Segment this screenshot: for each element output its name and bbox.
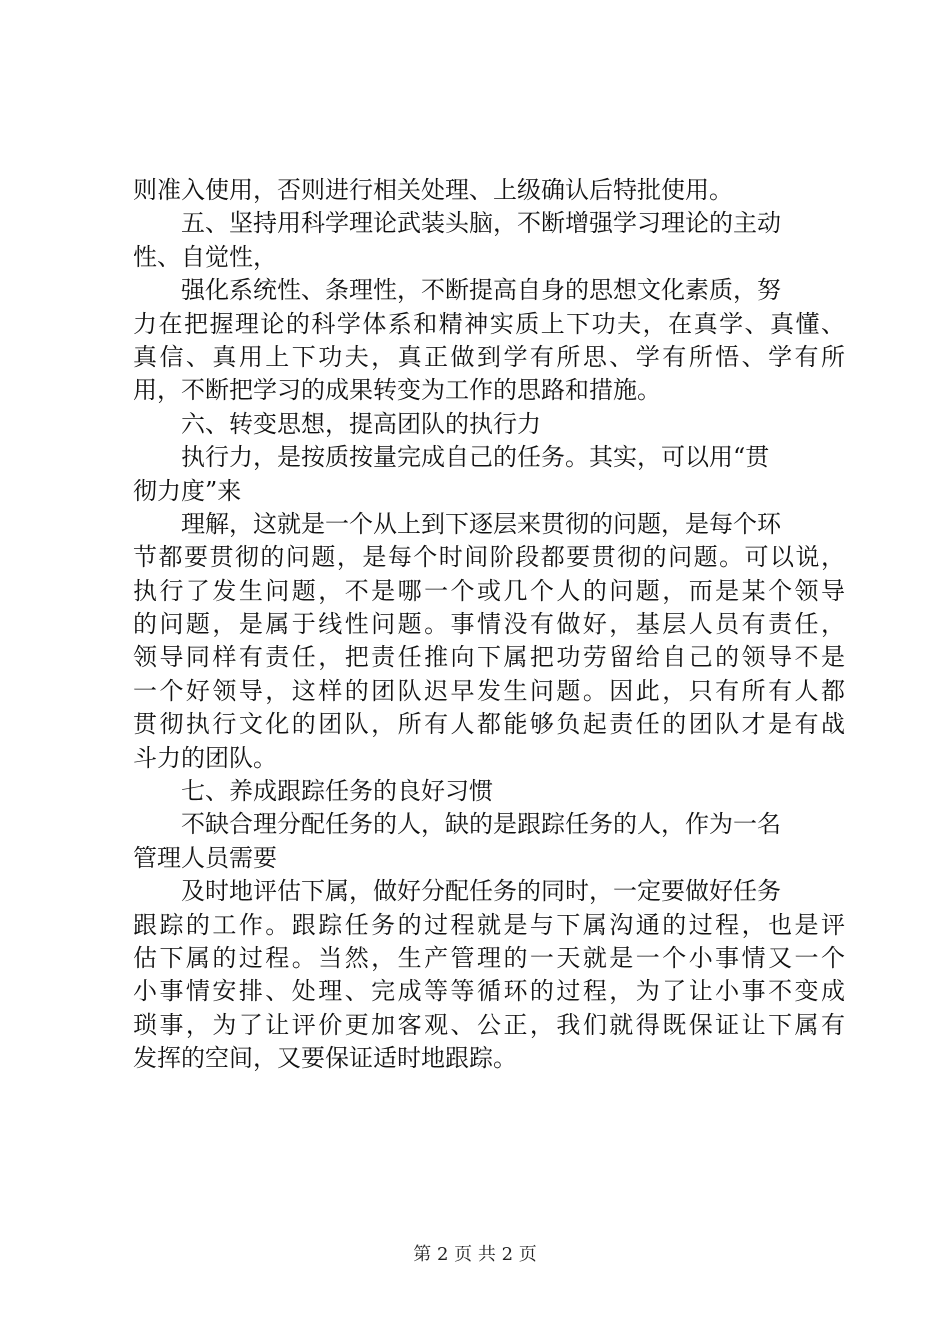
paragraph-line: 的问题，是属于线性问题。事情没有做好，基层人员有责任， xyxy=(133,610,845,639)
paragraph-line: 强化系统性、条理性，不断提高自身的思想文化素质，努 xyxy=(181,276,781,305)
paragraph-line: 估下属的过程。当然，生产管理的一天就是一个小事情又一个 xyxy=(133,943,845,972)
page-number-footer: 第 2 页 共 2 页 xyxy=(413,1244,537,1265)
paragraph-line: 执行了发生问题，不是哪一个或几个人的问题，而是某个领导 xyxy=(133,576,845,605)
text-line: 性、自觉性， xyxy=(133,242,277,271)
paragraph-line: 贯彻执行文化的团队，所有人都能够负起责任的团队才是有战 xyxy=(133,710,845,739)
paragraph-line: 小事情安排、处理、完成等等循环的过程，为了让小事不变成 xyxy=(133,977,845,1006)
paragraph-line: 真信、真用上下功夫，真正做到学有所思、学有所悟、学有所 xyxy=(133,342,845,371)
paragraph-line: 管理人员需要 xyxy=(133,843,277,872)
paragraph-line: 力在把握理论的科学体系和精神实质上下功夫，在真学、真懂、 xyxy=(133,309,845,338)
section-heading: 六、转变思想，提高团队的执行力 xyxy=(181,409,541,438)
paragraph-line: 琐事，为了让评价更加客观、公正，我们就得既保证让下属有 xyxy=(133,1010,845,1039)
paragraph-line: 彻力度”来 xyxy=(133,476,242,505)
paragraph-line: 节都要贯彻的问题，是每个时间阶段都要贯彻的问题。可以说， xyxy=(133,543,845,572)
paragraph-line: 不缺合理分配任务的人，缺的是跟踪任务的人，作为一名 xyxy=(181,810,781,839)
text-line: 则准入使用，否则进行相关处理、上级确认后特批使用。 xyxy=(133,176,733,204)
paragraph-line: 一个好领导，这样的团队迟早发生问题。因此，只有所有人都 xyxy=(133,676,845,705)
document-body xyxy=(133,174,845,1076)
paragraph-line: 斗力的团队。 xyxy=(133,743,277,772)
section-heading: 七、养成跟踪任务的良好习惯 xyxy=(181,777,493,806)
paragraph-line: 执行力，是按质按量完成自己的任务。其实，可以用“贯 xyxy=(181,443,770,472)
paragraph-line: 领导同样有责任，把责任推向下属把功劳留给自己的领导不是 xyxy=(133,643,845,672)
paragraph-line: 及时地评估下属，做好分配任务的同时，一定要做好任务 xyxy=(181,877,781,906)
paragraph-line: 跟踪的工作。跟踪任务的过程就是与下属沟通的过程，也是评 xyxy=(133,910,845,939)
paragraph-line: 理解，这就是一个从上到下逐层来贯彻的问题，是每个环 xyxy=(181,509,781,538)
paragraph-line: 发挥的空间，又要保证适时地跟踪。 xyxy=(133,1044,517,1073)
paragraph-line: 用，不断把学习的成果转变为工作的思路和措施。 xyxy=(133,376,661,405)
section-heading: 五、坚持用科学理论武装头脑，不断增强学习理论的主动 xyxy=(181,209,781,238)
